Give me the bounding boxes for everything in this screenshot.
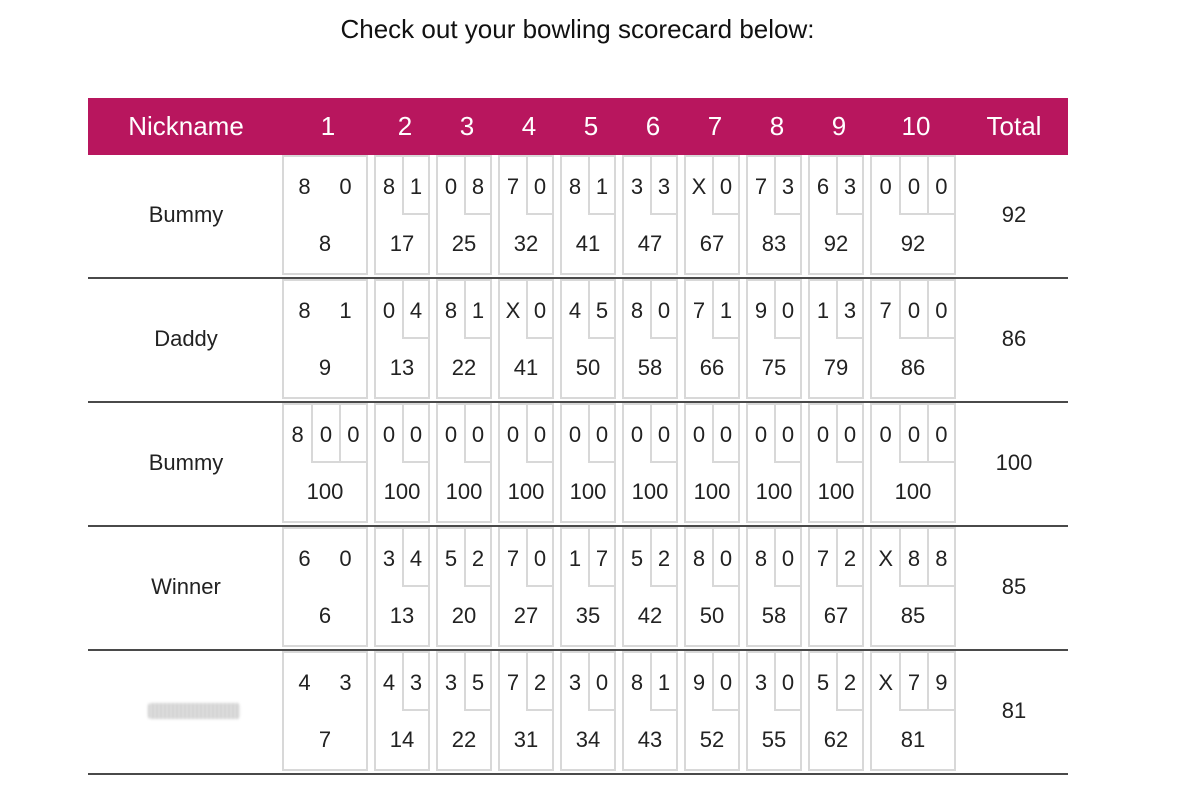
roll-2: 2	[650, 529, 676, 587]
header-frame-7: 7	[707, 111, 723, 141]
roll-1: 8	[630, 298, 644, 323]
roll-1: 4	[568, 298, 582, 323]
frame-8	[746, 651, 802, 771]
cumulative-score: 75	[761, 355, 787, 380]
cumulative-score: 100	[569, 479, 607, 504]
roll-2: 3	[402, 653, 428, 711]
frame-4	[498, 651, 554, 771]
roll-2: 1	[464, 281, 490, 339]
cumulative-score: 14	[389, 727, 415, 752]
roll-2: 3	[339, 670, 352, 695]
cumulative-score: 22	[451, 727, 477, 752]
roll-1: 8	[630, 670, 644, 695]
roll-1: 3	[630, 174, 644, 199]
cumulative-score: 20	[451, 603, 477, 628]
cumulative-score: 100	[755, 479, 793, 504]
roll-1: 1	[568, 546, 582, 571]
frame-4	[498, 403, 554, 523]
header-frame-5: 5	[583, 111, 599, 141]
roll-1: 7	[754, 174, 768, 199]
roll-1: 8	[382, 174, 396, 199]
frame-7	[684, 155, 740, 275]
roll-1: 7	[506, 546, 520, 571]
frame-2	[374, 651, 430, 771]
frame-7	[684, 527, 740, 647]
roll-2: 0	[339, 546, 352, 571]
player-total: 92	[1001, 202, 1027, 227]
player-total: 100	[995, 450, 1033, 475]
roll-1: X	[878, 546, 893, 571]
roll-1: 9	[692, 670, 706, 695]
roll-1: 0	[879, 422, 892, 447]
cumulative-score: 62	[823, 727, 849, 752]
frame-3	[436, 651, 492, 771]
player-total: 81	[1001, 698, 1027, 723]
roll-1: 0	[444, 422, 458, 447]
roll-1: 6	[298, 546, 311, 571]
roll-2: 0	[712, 405, 738, 463]
roll-2: 3	[774, 157, 800, 215]
roll-1: X	[691, 174, 707, 199]
frame-1	[282, 155, 368, 275]
frame-9	[808, 527, 864, 647]
frame-7	[684, 651, 740, 771]
roll-2: 2	[836, 529, 862, 587]
roll-2: 0	[588, 653, 614, 711]
cumulative-score: 100	[445, 479, 483, 504]
frame-1	[282, 279, 368, 399]
frame-9	[808, 403, 864, 523]
header-frame-2: 2	[397, 111, 413, 141]
frame-7	[684, 279, 740, 399]
player-row	[88, 403, 1068, 527]
roll-1: 0	[382, 298, 396, 323]
roll-2: 2	[526, 653, 552, 711]
frame-4	[498, 527, 554, 647]
roll-2: 0	[774, 281, 800, 339]
roll-1: 0	[692, 422, 706, 447]
frame-3	[436, 279, 492, 399]
page-heading: Check out your bowling scorecard below:	[340, 14, 815, 44]
cumulative-score: 66	[699, 355, 725, 380]
roll-2: 3	[836, 281, 862, 339]
frame-6	[622, 155, 678, 275]
player-row	[88, 651, 1068, 775]
frame-10	[870, 651, 956, 771]
roll-1: 0	[506, 422, 520, 447]
cumulative-score: 41	[513, 355, 539, 380]
roll-2: 0	[650, 405, 676, 463]
frame-8	[746, 279, 802, 399]
roll-3: 8	[927, 529, 954, 587]
roll-1: 0	[816, 422, 830, 447]
frame-2	[374, 527, 430, 647]
header-frame-10: 10	[901, 111, 931, 141]
roll-2: 0	[774, 529, 800, 587]
player-row	[88, 155, 1068, 279]
roll-1: 0	[444, 174, 458, 199]
roll-2: 3	[650, 157, 676, 215]
cumulative-score: 27	[513, 603, 539, 628]
roll-2: 4	[402, 281, 428, 339]
roll-2: 1	[650, 653, 676, 711]
roll-2: 5	[588, 281, 614, 339]
cumulative-score: 50	[699, 603, 725, 628]
cumulative-score: 55	[761, 727, 787, 752]
roll-1: 0	[630, 422, 644, 447]
frame-6	[622, 527, 678, 647]
roll-1: 0	[754, 422, 768, 447]
roll-2: 8	[899, 529, 926, 587]
roll-2: 1	[588, 157, 614, 215]
cumulative-score: 92	[823, 231, 849, 256]
roll-2: 4	[402, 529, 428, 587]
frame-9	[808, 155, 864, 275]
roll-2: 7	[899, 653, 926, 711]
roll-2: 0	[526, 529, 552, 587]
frame-2	[374, 155, 430, 275]
roll-2: 3	[836, 157, 862, 215]
cumulative-score: 7	[318, 727, 332, 752]
roll-2: 8	[464, 157, 490, 215]
roll-2: 2	[464, 529, 490, 587]
cumulative-score: 100	[383, 479, 421, 504]
cumulative-score: 92	[900, 231, 926, 256]
player-row	[88, 527, 1068, 651]
frame-9	[808, 651, 864, 771]
roll-1: 9	[754, 298, 768, 323]
player-nickname: Bummy	[148, 202, 224, 227]
cumulative-score: 34	[575, 727, 601, 752]
roll-1: 8	[568, 174, 582, 199]
roll-1: 1	[816, 298, 830, 323]
cumulative-score: 6	[318, 603, 332, 628]
roll-2: 0	[774, 653, 800, 711]
roll-1: 7	[816, 546, 830, 571]
roll-3: 9	[927, 653, 954, 711]
roll-1: 8	[754, 546, 768, 571]
roll-1: 6	[816, 174, 830, 199]
roll-1: 3	[382, 546, 396, 571]
frame-1	[282, 527, 368, 647]
frame-6	[622, 279, 678, 399]
roll-1: 5	[444, 546, 458, 571]
roll-2: 0	[899, 405, 926, 463]
roll-2: 0	[339, 174, 352, 199]
frame-8	[746, 403, 802, 523]
frame-10	[870, 279, 956, 399]
player-nickname: Daddy	[154, 326, 218, 351]
frame-2	[374, 403, 430, 523]
frame-8	[746, 155, 802, 275]
frame-5	[560, 155, 616, 275]
header-frame-8: 8	[769, 111, 785, 141]
roll-1: 0	[879, 174, 892, 199]
frame-3	[436, 155, 492, 275]
frame-6	[622, 651, 678, 771]
cumulative-score: 58	[637, 355, 663, 380]
frame-2	[374, 279, 430, 399]
cumulative-score: 43	[637, 727, 663, 752]
frame-1	[282, 651, 368, 771]
roll-2: 0	[899, 157, 926, 215]
roll-2: 1	[339, 298, 352, 323]
frame-5	[560, 651, 616, 771]
roll-1: 4	[382, 670, 396, 695]
frame-3	[436, 527, 492, 647]
roll-2: 0	[712, 157, 738, 215]
roll-1: 8	[444, 298, 458, 323]
player-nickname: Winner	[151, 574, 221, 599]
roll-1: 8	[291, 422, 304, 447]
cumulative-score: 42	[637, 603, 663, 628]
roll-1: 5	[630, 546, 644, 571]
cumulative-score: 25	[451, 231, 477, 256]
blurred-nickname	[148, 703, 240, 719]
roll-2: 0	[588, 405, 614, 463]
cumulative-score: 100	[306, 479, 344, 504]
frame-8	[746, 527, 802, 647]
roll-2: 2	[836, 653, 862, 711]
cumulative-score: 100	[817, 479, 855, 504]
frame-5	[560, 403, 616, 523]
frame-5	[560, 279, 616, 399]
roll-2: 0	[464, 405, 490, 463]
roll-3: 0	[927, 157, 954, 215]
cumulative-score: 8	[318, 231, 332, 256]
roll-3: 0	[927, 281, 954, 339]
roll-2: 1	[712, 281, 738, 339]
roll-2: 0	[899, 281, 926, 339]
roll-2: 0	[712, 529, 738, 587]
cumulative-score: 100	[631, 479, 669, 504]
header-frame-1: 1	[320, 111, 336, 141]
header-frame-6: 6	[645, 111, 661, 141]
roll-2: 0	[526, 281, 552, 339]
roll-1: 3	[444, 670, 458, 695]
cumulative-score: 58	[761, 603, 787, 628]
header-frame-4: 4	[521, 111, 537, 141]
cumulative-score: 22	[451, 355, 477, 380]
roll-1: X	[878, 670, 893, 695]
roll-2: 7	[588, 529, 614, 587]
header-total: Total	[986, 111, 1042, 141]
roll-1: 4	[298, 670, 311, 695]
header-frame-9: 9	[831, 111, 847, 141]
frame-3	[436, 403, 492, 523]
scorecard-header	[88, 98, 1068, 155]
roll-2: 0	[311, 405, 338, 463]
player-nickname: Bummy	[148, 450, 224, 475]
header-frame-3: 3	[459, 111, 475, 141]
frame-4	[498, 155, 554, 275]
cumulative-score: 32	[513, 231, 539, 256]
roll-1: 7	[506, 174, 520, 199]
roll-1: 7	[506, 670, 520, 695]
cumulative-score: 52	[699, 727, 725, 752]
roll-1: 3	[754, 670, 768, 695]
roll-1: 8	[692, 546, 706, 571]
cumulative-score: 13	[389, 603, 415, 628]
roll-2: 0	[712, 653, 738, 711]
roll-3: 0	[339, 405, 366, 463]
player-row	[88, 279, 1068, 403]
roll-2: 1	[402, 157, 428, 215]
roll-2: 0	[526, 405, 552, 463]
frame-6	[622, 403, 678, 523]
frame-10	[870, 527, 956, 647]
cumulative-score: 9	[318, 355, 332, 380]
cumulative-score: 83	[761, 231, 787, 256]
frame-4	[498, 279, 554, 399]
frame-1	[282, 403, 368, 523]
frame-9	[808, 279, 864, 399]
roll-2: 0	[402, 405, 428, 463]
cumulative-score: 35	[575, 603, 601, 628]
cumulative-score: 67	[823, 603, 849, 628]
frame-10	[870, 155, 956, 275]
cumulative-score: 47	[637, 231, 663, 256]
cumulative-score: 86	[900, 355, 926, 380]
roll-2: 0	[836, 405, 862, 463]
roll-1: 5	[816, 670, 830, 695]
roll-2: 0	[650, 281, 676, 339]
cumulative-score: 50	[575, 355, 601, 380]
cumulative-score: 67	[699, 231, 725, 256]
cumulative-score: 100	[693, 479, 731, 504]
cumulative-score: 85	[900, 603, 926, 628]
frame-10	[870, 403, 956, 523]
roll-2: 0	[774, 405, 800, 463]
cumulative-score: 81	[900, 727, 926, 752]
roll-1: 0	[382, 422, 396, 447]
roll-2: 0	[526, 157, 552, 215]
roll-1: 7	[879, 298, 892, 323]
player-total: 86	[1001, 326, 1027, 351]
roll-1: 8	[298, 174, 311, 199]
roll-2: 5	[464, 653, 490, 711]
cumulative-score: 17	[389, 231, 415, 256]
frame-7	[684, 403, 740, 523]
cumulative-score: 100	[894, 479, 932, 504]
cumulative-score: 41	[575, 231, 601, 256]
roll-1: X	[505, 298, 521, 323]
roll-1: 7	[692, 298, 706, 323]
cumulative-score: 79	[823, 355, 849, 380]
roll-1: 8	[298, 298, 311, 323]
frame-5	[560, 527, 616, 647]
roll-1: 0	[568, 422, 582, 447]
player-total: 85	[1001, 574, 1027, 599]
roll-1: 3	[568, 670, 582, 695]
roll-3: 0	[927, 405, 954, 463]
cumulative-score: 13	[389, 355, 415, 380]
header-nickname: Nickname	[128, 111, 244, 141]
cumulative-score: 31	[513, 727, 539, 752]
cumulative-score: 100	[507, 479, 545, 504]
